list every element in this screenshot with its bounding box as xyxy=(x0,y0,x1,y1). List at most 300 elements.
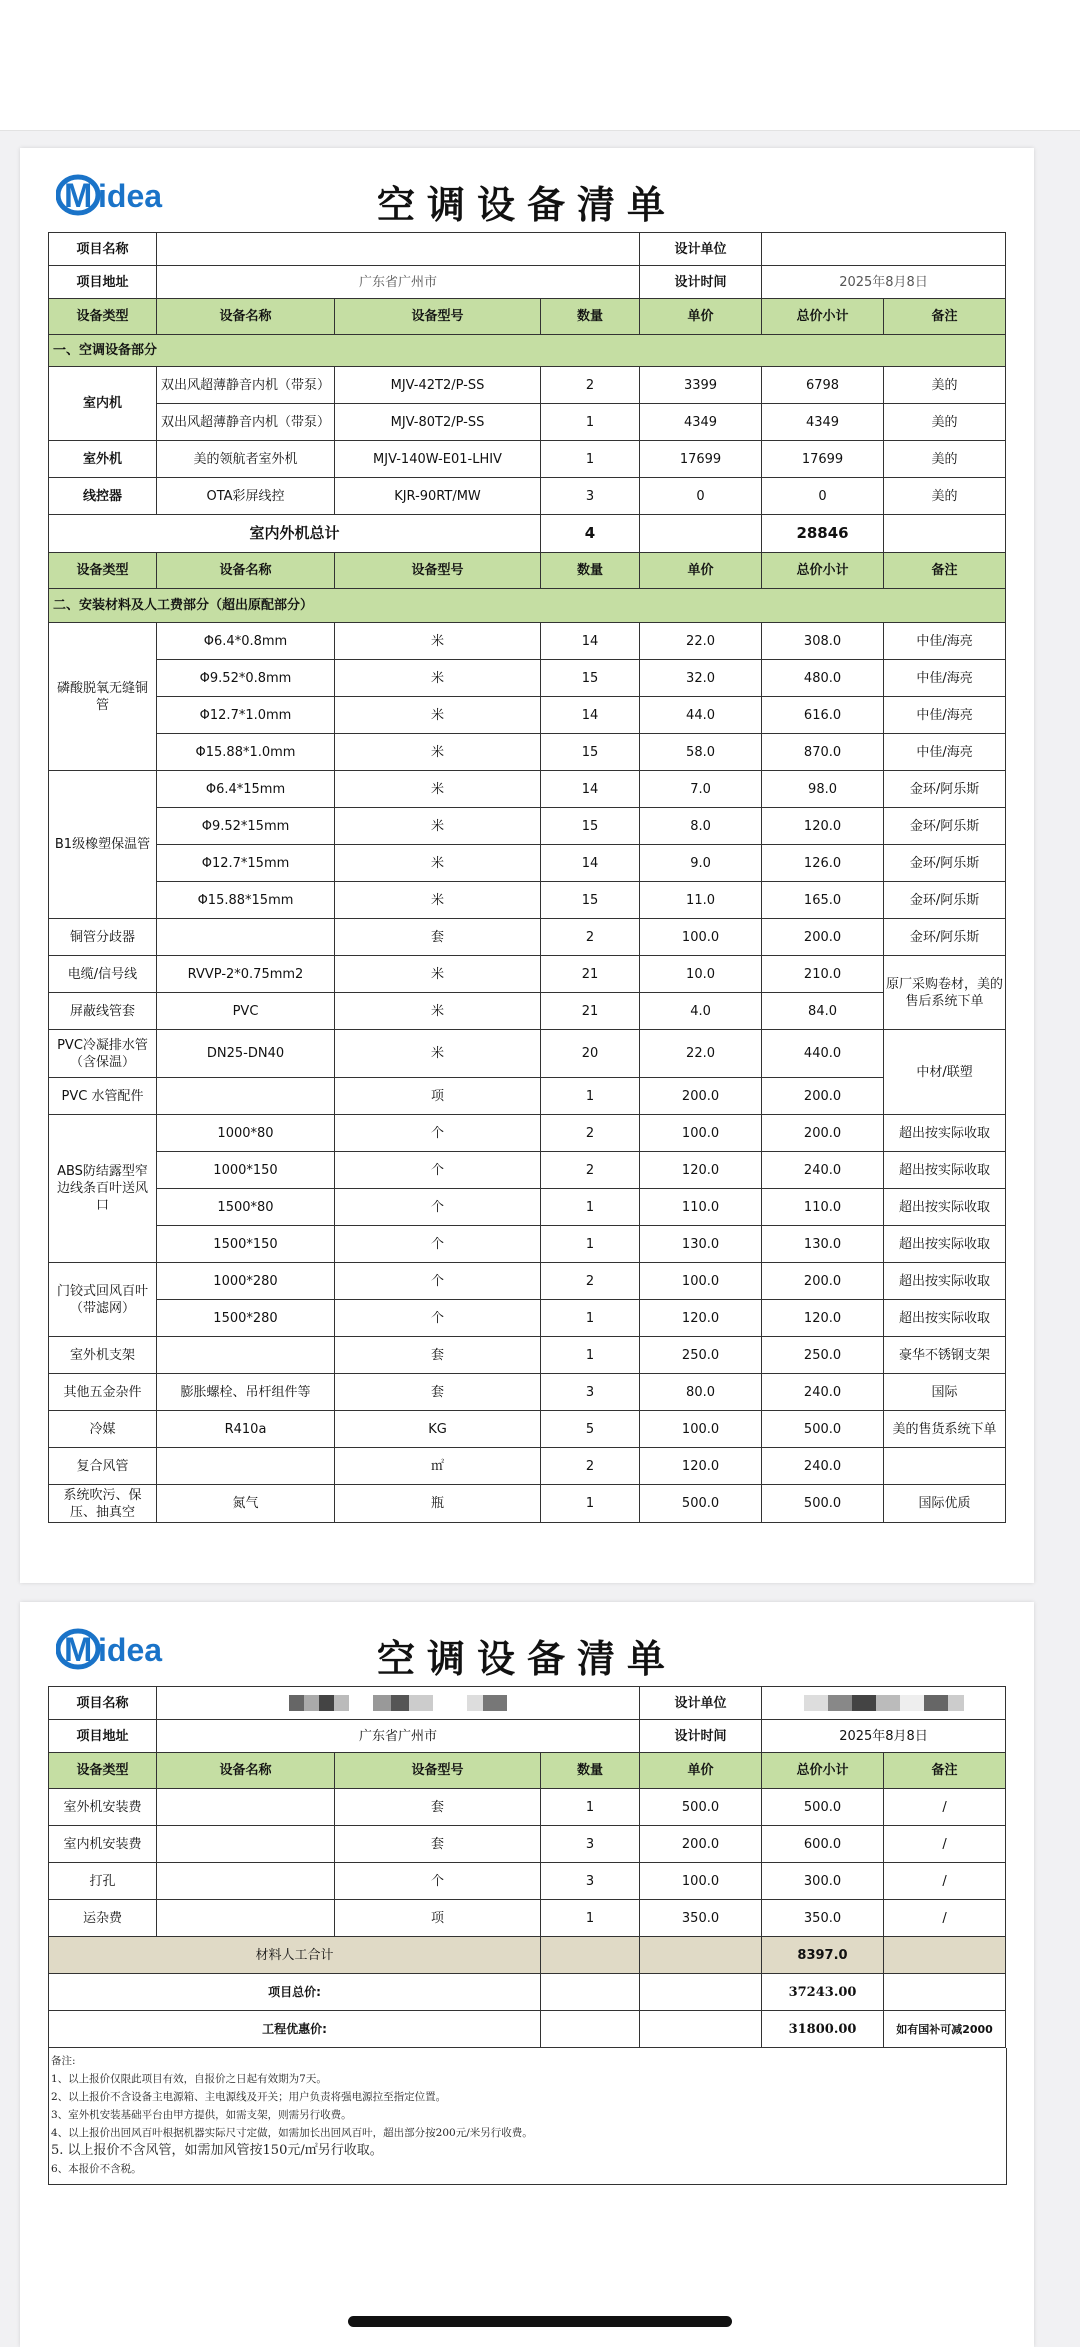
cell: 1 xyxy=(541,441,640,478)
cell: DN25-DN40 xyxy=(157,1030,335,1078)
table-row xyxy=(49,1337,1006,1374)
project-address-label: 项目地址 xyxy=(49,1720,157,1753)
col-header: 备注 xyxy=(884,299,1006,335)
cell: PVC xyxy=(157,993,335,1030)
col-header: 总价小计 xyxy=(762,553,884,589)
remark-line: 5. 以上报价不含风管，如需加风管按150元/㎡另行收取。 xyxy=(51,2143,383,2158)
cell xyxy=(157,1078,335,1115)
cell: 米 xyxy=(335,882,541,919)
cell: 美的 xyxy=(884,404,1006,441)
cell: 米 xyxy=(335,993,541,1030)
cell: 3 xyxy=(541,1826,640,1863)
table-row xyxy=(49,882,1006,919)
cell: KJR-90RT/MW xyxy=(335,478,541,515)
table-row xyxy=(49,404,1006,441)
cell: 个 xyxy=(335,1263,541,1300)
cell xyxy=(157,1789,335,1826)
cell: 130.0 xyxy=(762,1226,884,1263)
cell: 4349 xyxy=(640,404,762,441)
cell: 1500*80 xyxy=(157,1189,335,1226)
remarks-block xyxy=(48,2048,1007,2185)
cell: 110.0 xyxy=(640,1189,762,1226)
cell: 126.0 xyxy=(762,845,884,882)
cell: 100.0 xyxy=(640,1263,762,1300)
col-header: 设备型号 xyxy=(335,1753,541,1789)
cell xyxy=(884,1448,1006,1485)
remark-line: 2、以上报价不含设备主电源箱、主电源线及开关；用户负责将强电源拉至指定位置。 xyxy=(51,2091,447,2103)
category-cell: 打孔 xyxy=(49,1863,157,1900)
cell: 15 xyxy=(541,660,640,697)
cell: 金环/阿乐斯 xyxy=(884,808,1006,845)
table-row xyxy=(49,1115,1006,1152)
project-total-value: 37243.00 xyxy=(762,1974,884,2011)
cell: 2 xyxy=(541,1115,640,1152)
cell: 米 xyxy=(335,660,541,697)
column-header-row xyxy=(49,553,1006,589)
col-header: 总价小计 xyxy=(762,1753,884,1789)
remark-line: 6、本报价不含税。 xyxy=(51,2163,142,2175)
cell: Φ12.7*1.0mm xyxy=(157,697,335,734)
table-row xyxy=(49,367,1006,404)
col-header: 数量 xyxy=(541,1753,640,1789)
cell: / xyxy=(884,1900,1006,1937)
project-address-value: 广东省广州市 xyxy=(157,1720,640,1753)
cell: 14 xyxy=(541,845,640,882)
cell: 项 xyxy=(335,1078,541,1115)
project-name-value xyxy=(157,1687,640,1720)
cell: 21 xyxy=(541,993,640,1030)
col-header: 备注 xyxy=(884,553,1006,589)
remark-line: 1、以上报价仅限此项目有效，自报价之日起有效期为7天。 xyxy=(51,2073,327,2085)
cell: 国际优质 xyxy=(884,1485,1006,1523)
category-cell: 室外机安装费 xyxy=(49,1789,157,1826)
cell: 250.0 xyxy=(762,1337,884,1374)
cell: 美的领航者室外机 xyxy=(157,441,335,478)
cell: 个 xyxy=(335,1226,541,1263)
total-sum: 28846 xyxy=(762,515,884,553)
discount-price-row xyxy=(49,2011,1006,2048)
cell: 1 xyxy=(541,1485,640,1523)
cell: 套 xyxy=(335,1789,541,1826)
cell: 美的 xyxy=(884,441,1006,478)
cell: 套 xyxy=(335,1337,541,1374)
category-cell: PVC冷凝排水管（含保温） xyxy=(49,1030,157,1078)
project-total-label: 项目总价: xyxy=(49,1974,541,2011)
cell: RVVP-2*0.75mm2 xyxy=(157,956,335,993)
col-header: 设备名称 xyxy=(157,299,335,335)
cell: 15 xyxy=(541,882,640,919)
cell: 200.0 xyxy=(640,1078,762,1115)
table-row xyxy=(49,478,1006,515)
table-row xyxy=(49,1863,1006,1900)
col-header: 设备型号 xyxy=(335,299,541,335)
cell: 1 xyxy=(541,1226,640,1263)
home-indicator[interactable] xyxy=(348,2316,732,2327)
document-title: 空调设备清单 xyxy=(376,182,677,227)
cell: 米 xyxy=(335,1030,541,1078)
cell: 15 xyxy=(541,734,640,771)
cell: Φ15.88*15mm xyxy=(157,882,335,919)
project-address-label: 项目地址 xyxy=(49,266,157,299)
cell: 4349 xyxy=(762,404,884,441)
design-time-label: 设计时间 xyxy=(640,266,762,299)
total-qty: 4 xyxy=(541,515,640,553)
cell: 1 xyxy=(541,1300,640,1337)
cell: 616.0 xyxy=(762,697,884,734)
project-name-label: 项目名称 xyxy=(49,1687,157,1720)
cell: 240.0 xyxy=(762,1152,884,1189)
cell: 20 xyxy=(541,1030,640,1078)
cell: 氮气 xyxy=(157,1485,335,1523)
cell: 2 xyxy=(541,1263,640,1300)
cell: MJV-80T2/P-SS xyxy=(335,404,541,441)
cell: 双出风超薄静音内机（带泵） xyxy=(157,404,335,441)
svg-text:idea: idea xyxy=(98,178,163,214)
cell: 超出按实际收取 xyxy=(884,1152,1006,1189)
cell: 2 xyxy=(541,919,640,956)
cell: 200.0 xyxy=(762,919,884,956)
cell: 双出风超薄静音内机（带泵） xyxy=(157,367,335,404)
cell: 超出按实际收取 xyxy=(884,1115,1006,1152)
table-row xyxy=(49,1789,1006,1826)
cell: 3 xyxy=(541,1863,640,1900)
cell: 870.0 xyxy=(762,734,884,771)
cell: 套 xyxy=(335,1826,541,1863)
discount-label: 工程优惠价: xyxy=(49,2011,541,2048)
table-row xyxy=(49,1263,1006,1300)
cell: 32.0 xyxy=(640,660,762,697)
table-row xyxy=(49,1485,1006,1523)
table-row xyxy=(49,1152,1006,1189)
cell: 超出按实际收取 xyxy=(884,1263,1006,1300)
col-header: 设备类型 xyxy=(49,553,157,589)
cell: Φ6.4*15mm xyxy=(157,771,335,808)
column-header-row xyxy=(49,299,1006,335)
cell xyxy=(157,1448,335,1485)
cell: 3 xyxy=(541,1374,640,1411)
cell: 84.0 xyxy=(762,993,884,1030)
cell: 米 xyxy=(335,956,541,993)
cell: 14 xyxy=(541,623,640,660)
table-row xyxy=(49,845,1006,882)
remark-line: 备注: xyxy=(51,2055,76,2067)
col-header: 总价小计 xyxy=(762,299,884,335)
labor-table xyxy=(48,1686,1006,2048)
category-cell: 室外机支架 xyxy=(49,1337,157,1374)
category-cell: 冷媒 xyxy=(49,1411,157,1448)
cell: 1 xyxy=(541,404,640,441)
cell: 中佳/海亮 xyxy=(884,623,1006,660)
quote-sheet-page-2 xyxy=(20,1602,1034,2347)
cell: 300.0 xyxy=(762,1863,884,1900)
cell: 超出按实际收取 xyxy=(884,1300,1006,1337)
cell: 中材/联塑 xyxy=(884,1030,1006,1115)
top-bar xyxy=(0,0,1080,131)
cell: 套 xyxy=(335,1374,541,1411)
cell: 9.0 xyxy=(640,845,762,882)
section-title: 一、空调设备部分 xyxy=(49,335,1006,367)
cell: / xyxy=(884,1826,1006,1863)
cell: / xyxy=(884,1863,1006,1900)
cell: 美的 xyxy=(884,367,1006,404)
design-unit-value xyxy=(762,1687,1006,1720)
material-labor-total-row xyxy=(49,1937,1006,1974)
cell: 17699 xyxy=(762,441,884,478)
category-cell: 磷酸脱氧无缝铜管 xyxy=(49,623,157,771)
category-cell: 室外机 xyxy=(49,441,157,478)
cell: 6798 xyxy=(762,367,884,404)
cell: 100.0 xyxy=(640,1863,762,1900)
cell: 个 xyxy=(335,1300,541,1337)
cell: 2 xyxy=(541,1448,640,1485)
cell: 中佳/海亮 xyxy=(884,734,1006,771)
cell: 98.0 xyxy=(762,771,884,808)
design-time-label: 设计时间 xyxy=(640,1720,762,1753)
table-row xyxy=(49,1300,1006,1337)
cell: 1000*280 xyxy=(157,1263,335,1300)
category-cell: ABS防结露型窄边线条百叶送风口 xyxy=(49,1115,157,1263)
project-address-value: 广东省广州市 xyxy=(157,266,640,299)
cell: ㎡ xyxy=(335,1448,541,1485)
cell: MJV-140W-E01-LHIV xyxy=(335,441,541,478)
cell xyxy=(157,1337,335,1374)
table-row xyxy=(49,697,1006,734)
category-cell: 门铰式回风百叶（带滤网） xyxy=(49,1263,157,1337)
total-label: 室内外机总计 xyxy=(49,515,541,553)
cell: 200.0 xyxy=(762,1078,884,1115)
cell: 1000*150 xyxy=(157,1152,335,1189)
cell: 金环/阿乐斯 xyxy=(884,771,1006,808)
category-cell: B1级橡塑保温管 xyxy=(49,771,157,919)
category-cell: 线控器 xyxy=(49,478,157,515)
cell: 22.0 xyxy=(640,623,762,660)
table-row xyxy=(49,1411,1006,1448)
cell: 120.0 xyxy=(762,808,884,845)
table-row xyxy=(49,919,1006,956)
cell: Φ9.52*0.8mm xyxy=(157,660,335,697)
cell: 米 xyxy=(335,623,541,660)
cell: 3399 xyxy=(640,367,762,404)
cell: 210.0 xyxy=(762,956,884,993)
cell: 200.0 xyxy=(640,1826,762,1863)
table-row xyxy=(49,808,1006,845)
cell: 500.0 xyxy=(762,1789,884,1826)
cell: 14 xyxy=(541,771,640,808)
table-row xyxy=(49,1078,1006,1115)
category-cell: 屏蔽线管套 xyxy=(49,993,157,1030)
col-header: 单价 xyxy=(640,553,762,589)
col-header: 数量 xyxy=(541,299,640,335)
discount-price-value: 31800.00 xyxy=(762,2011,884,2048)
cell: 58.0 xyxy=(640,734,762,771)
table-row xyxy=(49,1448,1006,1485)
col-header: 设备类型 xyxy=(49,1753,157,1789)
cell: 个 xyxy=(335,1152,541,1189)
category-cell: 电缆/信号线 xyxy=(49,956,157,993)
equipment-table xyxy=(48,232,1006,1523)
table-row xyxy=(49,1900,1006,1937)
category-cell: 室内机安装费 xyxy=(49,1826,157,1863)
cell: 金环/阿乐斯 xyxy=(884,882,1006,919)
cell: 44.0 xyxy=(640,697,762,734)
col-header: 备注 xyxy=(884,1753,1006,1789)
cell: 米 xyxy=(335,771,541,808)
section-title: 二、安装材料及人工费部分（超出原配部分） xyxy=(49,589,1006,623)
cell: OTA彩屏线控 xyxy=(157,478,335,515)
design-unit-label: 设计单位 xyxy=(640,233,762,266)
design-unit-value xyxy=(762,233,1006,266)
cell: 国际 xyxy=(884,1374,1006,1411)
cell: 3 xyxy=(541,478,640,515)
cell: 120.0 xyxy=(640,1300,762,1337)
table-row xyxy=(49,1374,1006,1411)
cell: 350.0 xyxy=(640,1900,762,1937)
table-row xyxy=(49,1030,1006,1078)
cell: 440.0 xyxy=(762,1030,884,1078)
cell: 240.0 xyxy=(762,1374,884,1411)
cell: 美的售货系统下单 xyxy=(884,1411,1006,1448)
document-title: 空调设备清单 xyxy=(376,1636,677,1681)
cell: 5 xyxy=(541,1411,640,1448)
cell: 7.0 xyxy=(640,771,762,808)
cell: 个 xyxy=(335,1863,541,1900)
cell: R410a xyxy=(157,1411,335,1448)
cell: 350.0 xyxy=(762,1900,884,1937)
cell: 原厂采购卷材，美的售后系统下单 xyxy=(884,956,1006,1030)
design-time-value: 2025年8月8日 xyxy=(762,266,1006,299)
svg-text:M: M xyxy=(64,1631,93,1669)
project-name-label: 项目名称 xyxy=(49,233,157,266)
cell: 豪华不锈钢支架 xyxy=(884,1337,1006,1374)
table-row xyxy=(49,1826,1006,1863)
cell: 1500*150 xyxy=(157,1226,335,1263)
category-cell: 其他五金杂件 xyxy=(49,1374,157,1411)
cell: 100.0 xyxy=(640,1115,762,1152)
cell: 8.0 xyxy=(640,808,762,845)
cell: 17699 xyxy=(640,441,762,478)
cell: 10.0 xyxy=(640,956,762,993)
table-row xyxy=(49,1226,1006,1263)
cell: 14 xyxy=(541,697,640,734)
category-cell: 室内机 xyxy=(49,367,157,441)
cell xyxy=(157,919,335,956)
remark-line: 4、以上报价出回风百叶根据机器实际尺寸定做，如需加长出回风百叶，超出部分按200元/米另行收费。 xyxy=(51,2127,533,2139)
cell: 套 xyxy=(335,919,541,956)
cell: 1 xyxy=(541,1189,640,1226)
cell: 1 xyxy=(541,1078,640,1115)
col-header: 设备类型 xyxy=(49,299,157,335)
quote-sheet-page-1 xyxy=(20,148,1034,1583)
cell: 2 xyxy=(541,1152,640,1189)
cell: MJV-42T2/P-SS xyxy=(335,367,541,404)
table-row xyxy=(49,660,1006,697)
cell xyxy=(157,1900,335,1937)
cell: 项 xyxy=(335,1900,541,1937)
cell: 金环/阿乐斯 xyxy=(884,919,1006,956)
cell: 120.0 xyxy=(640,1448,762,1485)
table-row xyxy=(49,734,1006,771)
cell: 500.0 xyxy=(762,1411,884,1448)
cell: 2 xyxy=(541,367,640,404)
cell: 110.0 xyxy=(762,1189,884,1226)
material-labor-label: 材料人工合计 xyxy=(49,1937,541,1974)
category-cell: 系统吹污、保压、抽真空 xyxy=(49,1485,157,1523)
cell: 11.0 xyxy=(640,882,762,919)
discount-note: 如有国补可减2000 xyxy=(884,2011,1006,2048)
cell: 500.0 xyxy=(640,1789,762,1826)
cell: 200.0 xyxy=(762,1115,884,1152)
col-header: 设备名称 xyxy=(157,1753,335,1789)
project-total-row xyxy=(49,1974,1006,2011)
category-cell: 复合风管 xyxy=(49,1448,157,1485)
cell: 480.0 xyxy=(762,660,884,697)
col-header: 设备型号 xyxy=(335,553,541,589)
cell: 0 xyxy=(640,478,762,515)
col-header: 设备名称 xyxy=(157,553,335,589)
cell: 500.0 xyxy=(640,1485,762,1523)
col-header: 单价 xyxy=(640,299,762,335)
cell: 1 xyxy=(541,1337,640,1374)
cell: 膨胀螺栓、吊杆组件等 xyxy=(157,1374,335,1411)
cell: 米 xyxy=(335,734,541,771)
cell: 米 xyxy=(335,845,541,882)
cell: 米 xyxy=(335,808,541,845)
col-header: 单价 xyxy=(640,1753,762,1789)
cell: 个 xyxy=(335,1189,541,1226)
cell: 21 xyxy=(541,956,640,993)
cell: / xyxy=(884,1789,1006,1826)
cell: 500.0 xyxy=(762,1485,884,1523)
cell: 165.0 xyxy=(762,882,884,919)
category-cell: PVC 水管配件 xyxy=(49,1078,157,1115)
table-row xyxy=(49,623,1006,660)
cell: 200.0 xyxy=(762,1263,884,1300)
cell: 金环/阿乐斯 xyxy=(884,845,1006,882)
cell: 4.0 xyxy=(640,993,762,1030)
cell: 120.0 xyxy=(762,1300,884,1337)
table-row xyxy=(49,956,1006,993)
cell: 1000*80 xyxy=(157,1115,335,1152)
svg-text:idea: idea xyxy=(98,1632,163,1668)
cell: Φ6.4*0.8mm xyxy=(157,623,335,660)
cell: 15 xyxy=(541,808,640,845)
cell: 1 xyxy=(541,1789,640,1826)
cell xyxy=(157,1863,335,1900)
cell: 中佳/海亮 xyxy=(884,660,1006,697)
table-row xyxy=(49,771,1006,808)
cell: 250.0 xyxy=(640,1337,762,1374)
cell: KG xyxy=(335,1411,541,1448)
cell: 1 xyxy=(541,1900,640,1937)
cell: 600.0 xyxy=(762,1826,884,1863)
cell: Φ9.52*15mm xyxy=(157,808,335,845)
cell: 中佳/海亮 xyxy=(884,697,1006,734)
cell: 240.0 xyxy=(762,1448,884,1485)
cell: 米 xyxy=(335,697,541,734)
cell xyxy=(157,1826,335,1863)
col-header: 数量 xyxy=(541,553,640,589)
cell: 120.0 xyxy=(640,1152,762,1189)
design-time-value: 2025年8月8日 xyxy=(762,1720,1006,1753)
remark-line: 3、室外机安装基础平台由甲方提供，如需支架，则需另行收费。 xyxy=(51,2109,352,2121)
cell: Φ12.7*15mm xyxy=(157,845,335,882)
table-row xyxy=(49,441,1006,478)
cell: 个 xyxy=(335,1115,541,1152)
cell: 瓶 xyxy=(335,1485,541,1523)
category-cell: 铜管分歧器 xyxy=(49,919,157,956)
cell: 22.0 xyxy=(640,1030,762,1078)
svg-text:M: M xyxy=(64,177,93,215)
